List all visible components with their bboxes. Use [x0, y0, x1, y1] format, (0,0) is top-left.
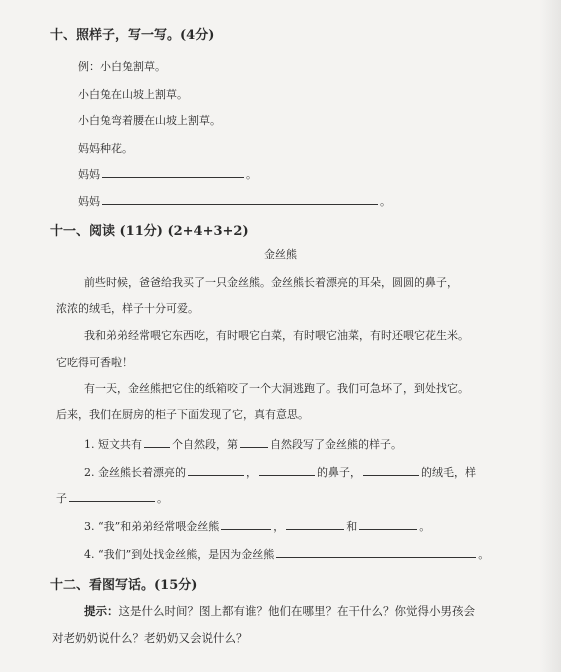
q3-blank-1[interactable] [221, 519, 271, 530]
q2-blank-2[interactable] [259, 465, 315, 476]
question-1 [84, 436, 402, 452]
question-4 [84, 546, 489, 562]
q3-text-d: 。 [419, 520, 431, 533]
para1-line2: 浓浓的绒毛，样子十分可爱。 [56, 302, 199, 315]
para2-line2: 它吃得可香啦！ [56, 356, 133, 369]
para1-line1: 前些时候，爸爸给我买了一只金丝熊。金丝熊长着漂亮的耳朵，圆圆的鼻子， [84, 276, 458, 289]
para3-line2: 后来，我们在厨房的柜子下面发现了它，真有意思。 [56, 408, 309, 421]
q4-text-b: 。 [478, 548, 490, 561]
q1-text-b: 个自然段，第 [172, 438, 238, 451]
task-line-3 [78, 193, 391, 209]
q2-text-d: 的绒毛，样 [421, 466, 476, 479]
q2-text-f: 。 [157, 492, 168, 505]
q3-text-b: ， [273, 520, 285, 533]
q2-blank-3[interactable] [363, 465, 419, 476]
question-2-cont [56, 490, 168, 506]
q1-text-a: 1. 短文共有 [84, 438, 142, 451]
q2-text-b: ， [246, 466, 257, 479]
section-12-heading: 十二、看图写话。(15分) [50, 578, 198, 593]
hint-text-1: 这是什么时间？图上都有谁？他们在哪里？在干什么？你觉得小男孩会 [118, 604, 475, 618]
q1-blank-1[interactable] [144, 437, 170, 448]
question-2 [84, 464, 476, 480]
section-11-heading: 十一、阅读 (11分) (2+4+3+2) [50, 224, 249, 239]
hint-line-2: 对老奶奶说什么？老奶奶又会说什么？ [52, 631, 248, 645]
q2-blank-1[interactable] [188, 465, 244, 476]
q3-blank-3[interactable] [359, 519, 417, 530]
task-3-prefix: 妈妈 [78, 195, 100, 208]
example-sentence-3: 小白兔弯着腰在山坡上割草。 [78, 114, 221, 127]
q2-text-e: 子 [56, 492, 67, 505]
q3-text-a: 3. “我”和弟弟经常喂金丝熊 [84, 520, 220, 533]
task-2-end: 。 [246, 168, 257, 181]
para3-line1: 有一天，金丝熊把它住的纸箱咬了一个大洞逃跑了。我们可急坏了，到处找它。 [84, 382, 469, 395]
task-3-blank[interactable] [102, 194, 378, 205]
para2-line1: 我和弟弟经常喂它东西吃，有时喂它白菜，有时喂它油菜，有时还喂它花生米。 [84, 329, 469, 342]
q3-text-c: 和 [346, 520, 358, 533]
example-sentence-2: 小白兔在山坡上割草。 [78, 88, 188, 101]
task-2-prefix: 妈妈 [78, 168, 100, 181]
story-title: 金丝熊 [264, 248, 297, 261]
q2-text-a: 2. 金丝熊长着漂亮的 [84, 466, 186, 479]
question-3 [84, 518, 430, 534]
q2-text-c: 的鼻子， [317, 466, 361, 479]
q2-blank-4[interactable] [69, 491, 155, 502]
q3-blank-2[interactable] [286, 519, 344, 530]
section-10-heading: 十、照样子，写一写。(4分) [50, 28, 215, 43]
task-line-2 [78, 166, 257, 182]
hint-label: 提示： [84, 604, 119, 618]
q1-text-c: 自然段写了金丝熊的样子。 [270, 438, 402, 451]
task-sentence-1: 妈妈种花。 [78, 142, 133, 155]
hint-line-1 [84, 603, 475, 619]
task-2-blank[interactable] [102, 167, 244, 178]
q1-blank-2[interactable] [240, 437, 268, 448]
q4-text-a: 4. “我们”到处找金丝熊，是因为金丝熊 [84, 548, 275, 561]
task-3-end: 。 [380, 195, 391, 208]
example-sentence-1: 例：小白兔割草。 [78, 60, 166, 73]
q4-blank-1[interactable] [276, 547, 476, 558]
